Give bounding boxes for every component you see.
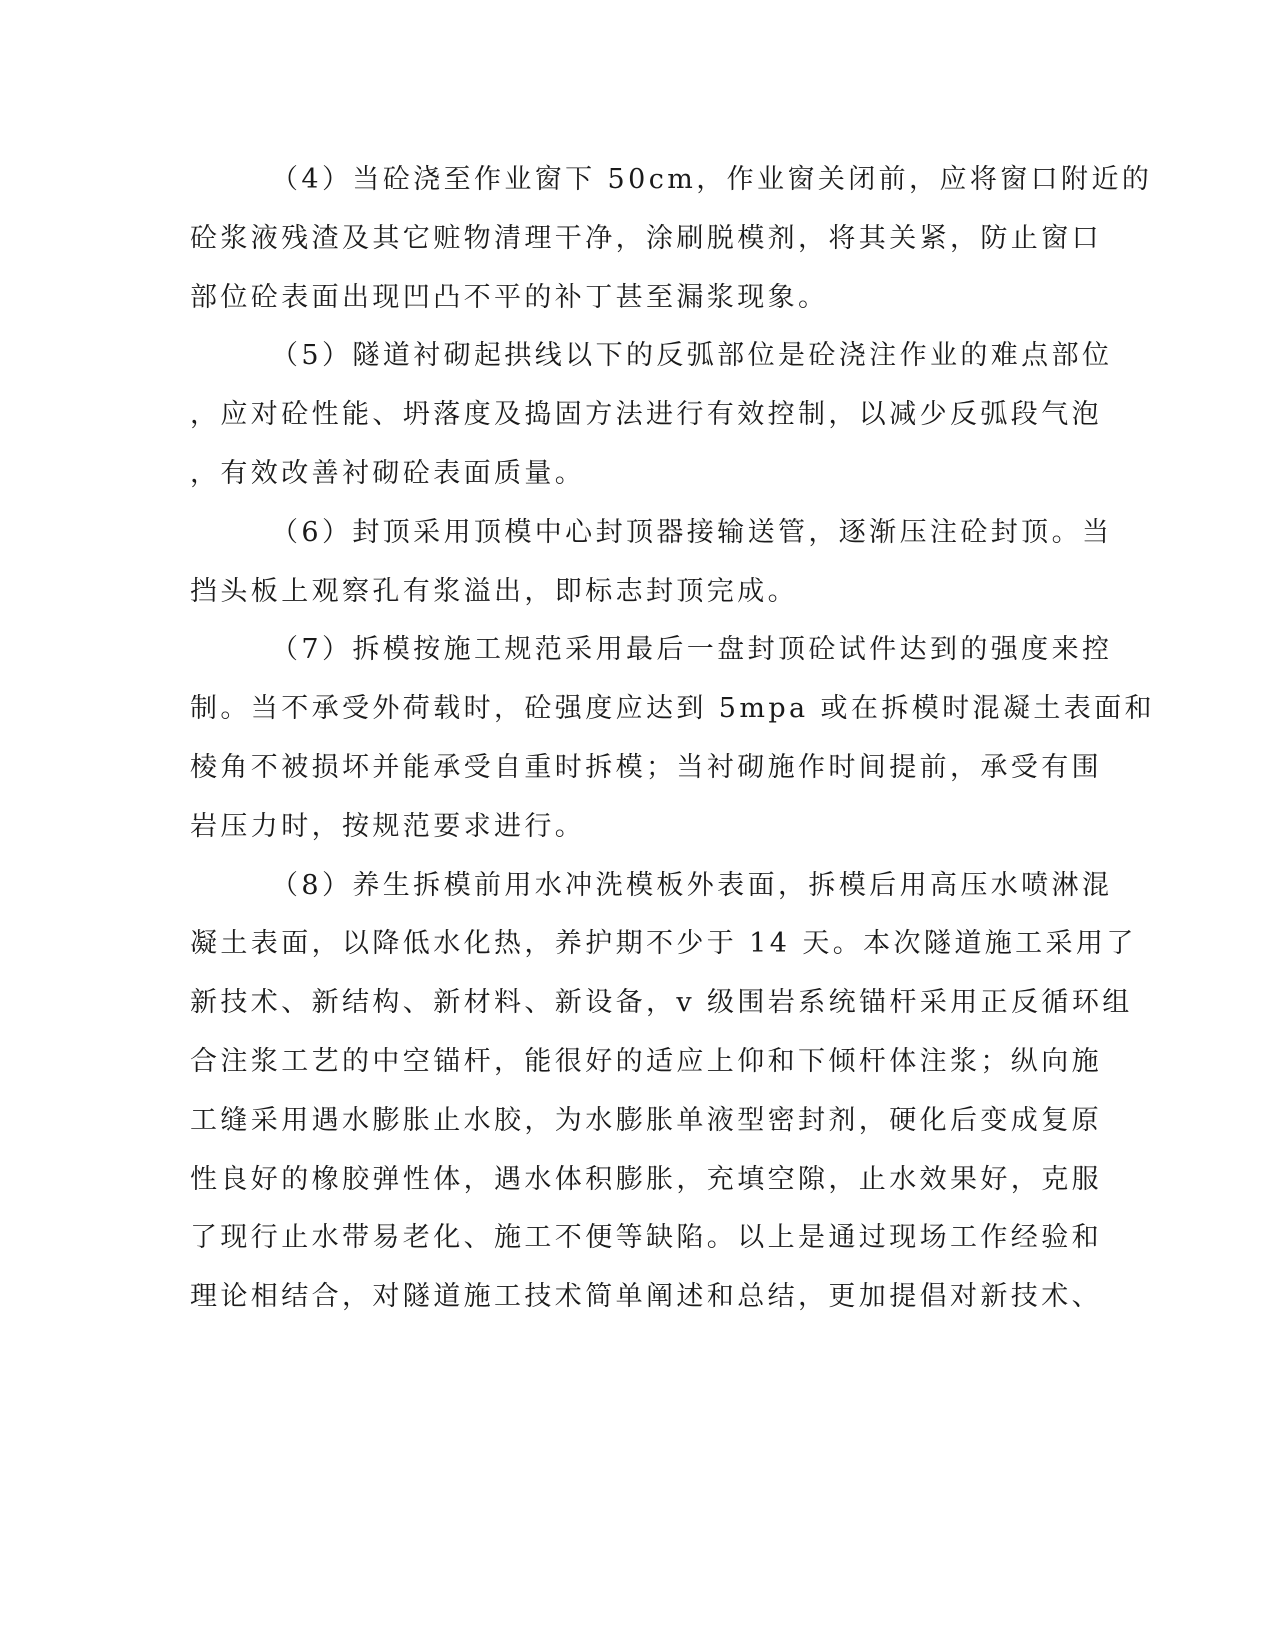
paragraph-5-line-3: ，有效改善衬砌砼表面质量。 — [190, 458, 586, 489]
paragraph-8-line-2: 凝土表面，以降低水化热，养护期不少于 14 天。本次隧道施工采用了 — [190, 928, 1137, 959]
paragraph-8-line-1: （8）养生拆模前用水冲洗模板外表面，拆模后用高压水喷淋混 — [271, 870, 1113, 901]
paragraph-8-line-3: 新技术、新结构、新材料、新设备，v 级围岩系统锚杆采用正反循环组 — [190, 987, 1133, 1018]
paragraph-8-line-8: 理论相结合，对隧道施工技术简单阐述和总结，更加提倡对新技术、 — [190, 1281, 1102, 1312]
paragraph-7-line-3: 棱角不被损坏并能承受自重时拆模；当衬砌施作时间提前，承受有围 — [190, 752, 1102, 783]
paragraph-6-line-2: 挡头板上观察孔有浆溢出，即标志封顶完成。 — [190, 576, 798, 607]
paragraph-7-line-4: 岩压力时，按规范要求进行。 — [190, 811, 586, 842]
paragraph-8-line-6: 性良好的橡胶弹性体，遇水体积膨胀，充填空隙，止水效果好，克服 — [190, 1164, 1102, 1195]
paragraph-7-line-2: 制。当不承受外荷载时，砼强度应达到 5mpa 或在拆模时混凝土表面和 — [190, 693, 1155, 724]
paragraph-4-line-1: （4）当砼浇至作业窗下 50cm，作业窗关闭前，应将窗口附近的 — [271, 164, 1153, 195]
paragraph-5-line-1: （5）隧道衬砌起拱线以下的反弧部位是砼浇注作业的难点部位 — [271, 340, 1113, 371]
paragraph-8-line-7: 了现行止水带易老化、施工不便等缺陷。以上是通过现场工作经验和 — [190, 1222, 1102, 1253]
paragraph-8-line-4: 合注浆工艺的中空锚杆，能很好的适应上仰和下倾杆体注浆；纵向施 — [190, 1046, 1102, 1077]
paragraph-4-line-2: 砼浆液残渣及其它赃物清理干净，涂刷脱模剂，将其关紧，防止窗口 — [190, 223, 1102, 254]
paragraph-6-line-1: （6）封顶采用顶模中心封顶器接输送管，逐渐压注砼封顶。当 — [271, 517, 1113, 548]
paragraph-8-line-5: 工缝采用遇水膨胀止水胶，为水膨胀单液型密封剂，硬化后变成复原 — [190, 1105, 1102, 1136]
paragraph-4-line-3: 部位砼表面出现凹凸不平的补丁甚至漏浆现象。 — [190, 282, 829, 313]
paragraph-7-line-1: （7）拆模按施工规范采用最后一盘封顶砼试件达到的强度来控 — [271, 634, 1113, 665]
paragraph-5-line-2: ，应对砼性能、坍落度及捣固方法进行有效控制，以减少反弧段气泡 — [190, 399, 1102, 430]
